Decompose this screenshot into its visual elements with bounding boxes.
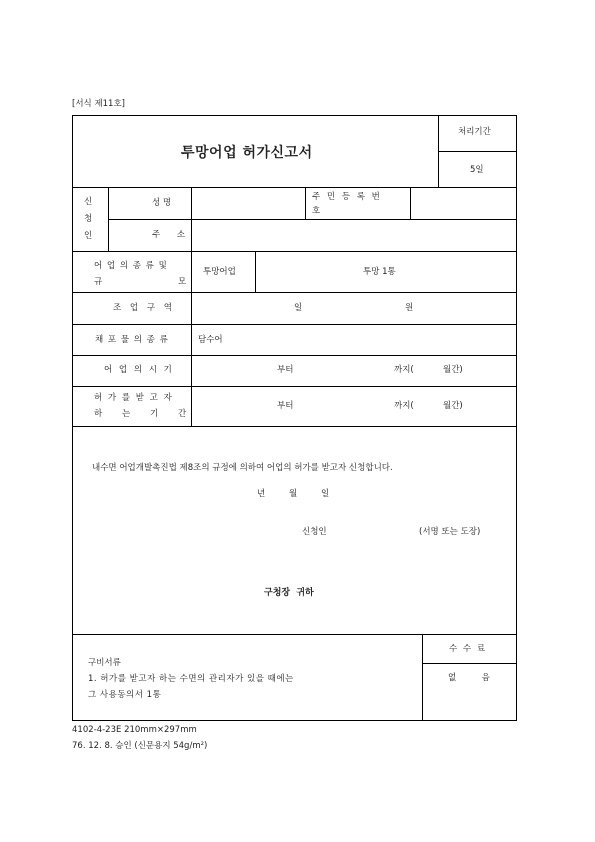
area-day: 일 (294, 303, 303, 313)
period-months: 월간) (443, 401, 463, 411)
name-label: 성 명 (152, 198, 172, 208)
fishery-type-label: 어 업 의 종 류 및 (94, 261, 168, 271)
applicant-side-1: 신 (84, 197, 93, 207)
season-label: 어 업 의 시 기 (104, 365, 172, 375)
season-months: 월간) (443, 365, 463, 375)
rule-season-bottom (72, 386, 517, 387)
declaration-text: 내수면 어업개발촉진법 제8조의 규정에 의하여 어업의 허가를 받고자 신청합니다. (92, 463, 393, 473)
rule-applicant-side (108, 187, 109, 251)
fee-value: 없 음 (448, 673, 490, 683)
period-label-1: 허 가 를 받 고 자 (94, 393, 172, 403)
declaration-sign: (서명 또는 도장) (419, 527, 481, 537)
period-label-2b: 는 (122, 409, 131, 419)
rule-resident-right (410, 187, 411, 219)
documents-heading: 구비서류 (88, 658, 121, 668)
footer-approval: 76. 12. 8. 승인 (신문용지 54g/m²) (72, 741, 208, 751)
rule-fishery-bottom (72, 292, 517, 293)
resident-no-label: 주 민 등 록 번 (312, 192, 382, 202)
fishery-scale-value: 투망 1통 (363, 267, 396, 277)
season-to: 까지( (394, 365, 414, 375)
fee-label: 수 수 료 (449, 644, 486, 654)
period-label-2a: 하 (94, 409, 103, 419)
rule-period-bottom (72, 426, 517, 427)
form-title: 투망어업 허가신고서 (181, 145, 313, 161)
footer-code: 4102-4-23E 210mm×297mm (72, 725, 197, 735)
rule-catch-bottom (72, 355, 517, 356)
documents-item-1: 1. 허가를 받고자 하는 수면의 관리자가 있을 때에는 (88, 674, 294, 684)
documents-item-2: 그 사용동의서 1통 (88, 690, 162, 700)
rule-fee-mid (422, 663, 517, 664)
period-label-2d: 간 (178, 409, 187, 419)
form-number: [서식 제11호] (72, 99, 125, 109)
period-from: 부터 (277, 401, 294, 411)
applicant-side-2: 청 (84, 214, 93, 224)
rule-fee-left (422, 634, 423, 721)
period-label-2c: 기 (150, 409, 159, 419)
declaration-year: 년 (257, 489, 266, 499)
rule-declaration-bottom (72, 634, 517, 635)
area-label: 조 업 구 역 (113, 303, 172, 313)
address-label: 주 소 (152, 230, 186, 240)
fishery-type-value: 투망어업 (203, 267, 236, 277)
resident-no-label-2: 호 (312, 206, 321, 216)
applicant-side-3: 인 (84, 231, 93, 241)
rule-area-bottom (72, 324, 517, 325)
period-to: 까지( (394, 401, 414, 411)
catch-value: 담수어 (198, 335, 223, 345)
area-won: 원 (405, 303, 414, 313)
declaration-month: 월 (289, 489, 298, 499)
catch-label: 채 포 물 의 종 류 (95, 335, 169, 345)
rule-processing-mid (438, 151, 517, 152)
processing-value: 5일 (470, 165, 484, 175)
declaration-addressee: 구청장 귀하 (264, 588, 314, 598)
rule-header-bottom (72, 187, 517, 188)
fishery-type-label-2r: 모 (178, 277, 187, 287)
season-from: 부터 (277, 365, 294, 375)
fishery-type-label-2l: 규 (94, 277, 103, 287)
rule-applicant-bottom (72, 251, 517, 252)
declaration-day: 일 (321, 489, 330, 499)
rule-fishery-mid (255, 251, 256, 292)
rule-processing-left (438, 115, 439, 187)
rule-resident-left (305, 187, 306, 219)
declaration-applicant: 신청인 (302, 527, 327, 537)
rule-label-column (191, 187, 192, 426)
rule-name-bottom (108, 219, 517, 220)
processing-label: 처리기간 (458, 127, 491, 137)
form-frame (72, 115, 517, 721)
